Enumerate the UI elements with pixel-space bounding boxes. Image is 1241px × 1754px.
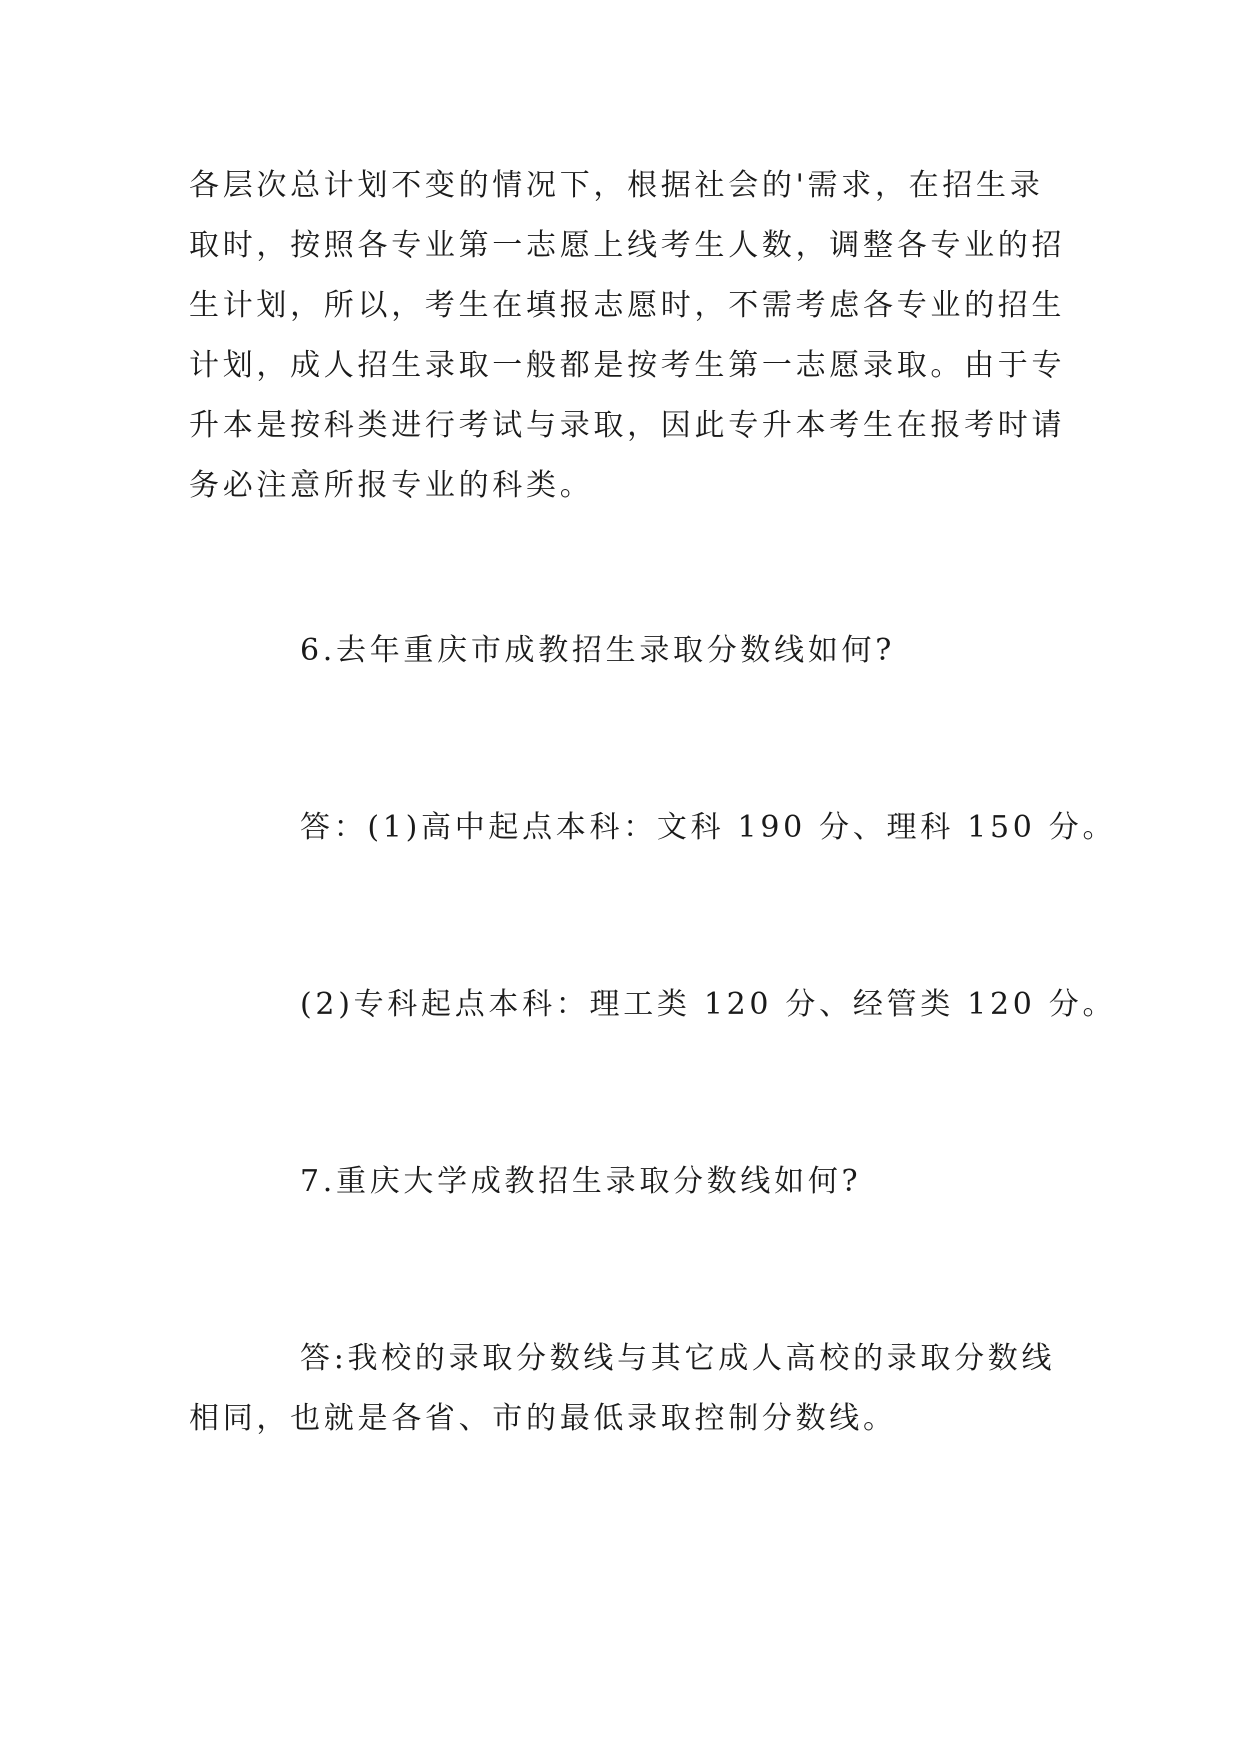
paragraph-line: 务必注意所报专业的科类。 [189,468,594,503]
question-7: 7.重庆大学成教招生录取分数线如何? [300,1164,862,1199]
paragraph-line: 各层次总计划不变的情况下，根据社会的'需求，在招生录 [189,168,1044,203]
paragraph-line: 生计划，所以，考生在填报志愿时，不需考虑各专业的招生 [189,288,1066,323]
paragraph-line: 计划，成人招生录取一般都是按考生第一志愿录取。由于专 [189,348,1066,383]
question-6: 6.去年重庆市成教招生录取分数线如何? [300,633,896,668]
answer-7-line-1: 答:我校的录取分数线与其它成人高校的录取分数线 [300,1341,1056,1376]
paragraph-line: 升本是按科类进行考试与录取，因此专升本考生在报考时请 [189,408,1066,443]
paragraph-line: 取时，按照各专业第一志愿上线考生人数，调整各专业的招 [189,228,1066,263]
answer-6-part-1: 答：(1)高中起点本科：文科 190 分、理科 150 分。 [300,810,1117,845]
answer-6-part-2: (2)专科起点本科：理工类 120 分、经管类 120 分。 [300,987,1117,1022]
answer-7-line-2: 相同，也就是各省、市的最低录取控制分数线。 [189,1401,897,1436]
